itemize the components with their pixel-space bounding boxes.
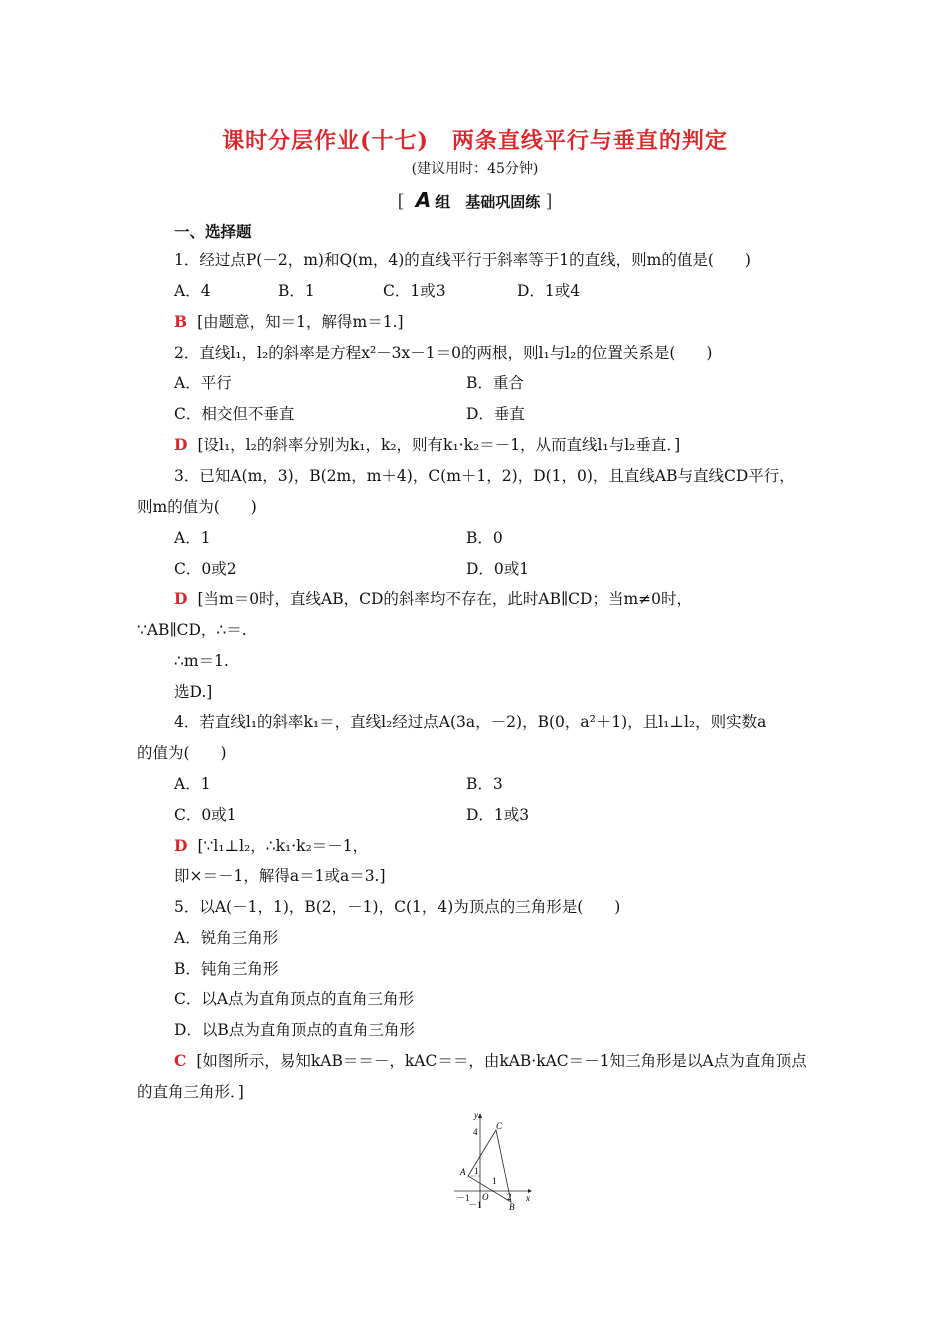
- group-letter: A: [415, 188, 432, 212]
- q4-option-a: A．1: [174, 775, 211, 793]
- q2-answer: D: [174, 435, 188, 454]
- q5-option-d: D．以B点为直角顶点的直角三角形: [174, 1021, 415, 1039]
- q4-explain-2: 即×＝－1，解得a＝1或a＝3.]: [174, 867, 386, 885]
- q2-option-b: B．重合: [466, 374, 524, 392]
- group-label: 组 基础巩固练: [435, 193, 541, 211]
- q4-option-b: B．3: [466, 775, 503, 793]
- y-axis-arrow: [478, 1113, 482, 1118]
- q3-explain-3: ∴m＝1.: [174, 652, 229, 670]
- q4-solution: [174, 836, 368, 856]
- q2-stem: 2．直线l₁，l₂的斜率是方程x²－3x－1＝0的两根，则l₁与l₂的位置关系是( ): [174, 344, 713, 362]
- q1-explain: [由题意，知＝1，解得m＝1.]: [197, 313, 404, 331]
- label-o: O: [482, 1192, 489, 1202]
- q3-answer: D: [174, 589, 188, 608]
- tick-4: 4: [473, 1127, 478, 1137]
- q5-option-a: A．锐角三角形: [174, 929, 279, 947]
- x-label: x: [526, 1193, 530, 1203]
- tick-1y: 1: [474, 1166, 479, 1176]
- q3-solution: [174, 589, 692, 609]
- y-label: y: [474, 1110, 478, 1120]
- q4-explain-1: [∵l₁⊥l₂，∴k₁·k₂＝－1，: [197, 837, 369, 855]
- bracket-right: ]: [545, 191, 553, 212]
- q2-option-a: A．平行: [174, 374, 232, 392]
- group-heading: [0, 188, 950, 212]
- q3-stem-line1: 3．已知A(m，3)，B(2m，m＋4)，C(m＋1，2)，D(1，0)，且直线AB与直线CD平行，: [174, 467, 795, 485]
- q5-stem: 5．以A(－1，1)，B(2，－1)，C(1，4)为顶点的三角形是( ): [174, 898, 621, 916]
- label-a: A: [460, 1167, 466, 1177]
- q5-option-c: C．以A点为直角顶点的直角三角形: [174, 990, 415, 1008]
- q1-answer: B: [174, 312, 188, 331]
- bracket-left: [: [397, 191, 405, 212]
- q5-solution: [174, 1051, 807, 1071]
- page-title: 课时分层作业(十七) 两条直线平行与垂直的判定: [222, 128, 728, 154]
- q2-solution: [174, 435, 680, 455]
- q4-stem-line1: 4．若直线l₁的斜率k₁＝，直线l₂经过点A(3a，－2)，B(0，a²＋1)，且l₁⊥l₂，则实数a: [174, 713, 767, 731]
- q2-option-c: C．相交但不垂直: [174, 405, 295, 423]
- tick-2: 2: [507, 1192, 512, 1202]
- q3-explain-1: [当m＝0时，直线AB，CD的斜率均不存在，此时AB∥CD；当m≠0时，: [197, 590, 693, 608]
- q3-stem-line2: 则m的值为( ): [137, 498, 257, 516]
- suggested-time: (建议用时：45分钟): [411, 161, 539, 177]
- q1-option-d: D．1或4: [517, 282, 581, 300]
- section-title: 一、选择题: [174, 222, 252, 241]
- label-b: B: [509, 1202, 515, 1212]
- q3-option-a: A．1: [174, 529, 211, 547]
- tick-neg1x: －1: [456, 1193, 470, 1203]
- q1-stem: 1．经过点P(－2，m)和Q(m，4)的直线平行于斜率等于1的直线，则m的值是( ): [174, 251, 751, 269]
- q5-answer: C: [174, 1051, 187, 1070]
- q2-option-d: D．垂直: [466, 405, 525, 423]
- tick-1x: 1: [492, 1176, 497, 1186]
- tick-neg1y: －1: [468, 1200, 482, 1210]
- q4-stem-line2: 的值为( ): [137, 744, 227, 762]
- q4-answer: D: [174, 836, 188, 855]
- q1-option-a: A．4: [174, 282, 211, 300]
- q3-explain-2: ∵AB∥CD，∴＝.: [137, 621, 247, 639]
- q3-option-c: C．0或2: [174, 560, 237, 578]
- q2-explain: [设l₁，l₂的斜率分别为k₁，k₂，则有k₁·k₂＝－1，从而直线l₁与l₂垂直．]: [197, 436, 681, 454]
- q5-explain-1: [如图所示，易知kAB＝＝－，kAC＝＝，由kAB·kAC＝－1知三角形是以A点为直角顶点: [196, 1052, 807, 1070]
- q4-option-d: D．1或3: [466, 806, 530, 824]
- q3-option-b: B．0: [466, 529, 503, 547]
- q5-explain-2: 的直角三角形．]: [137, 1083, 244, 1101]
- q3-explain-4: 选D.]: [174, 683, 213, 701]
- q3-option-d: D．0或1: [466, 560, 530, 578]
- q1-option-b: B．1: [278, 282, 315, 300]
- q1-solution: [174, 312, 404, 332]
- triangle-figure: [448, 1108, 538, 1212]
- q4-option-c: C．0或1: [174, 806, 237, 824]
- q1-option-c: C．1或3: [383, 282, 446, 300]
- q5-option-b: B．钝角三角形: [174, 960, 279, 978]
- label-c: C: [496, 1121, 503, 1131]
